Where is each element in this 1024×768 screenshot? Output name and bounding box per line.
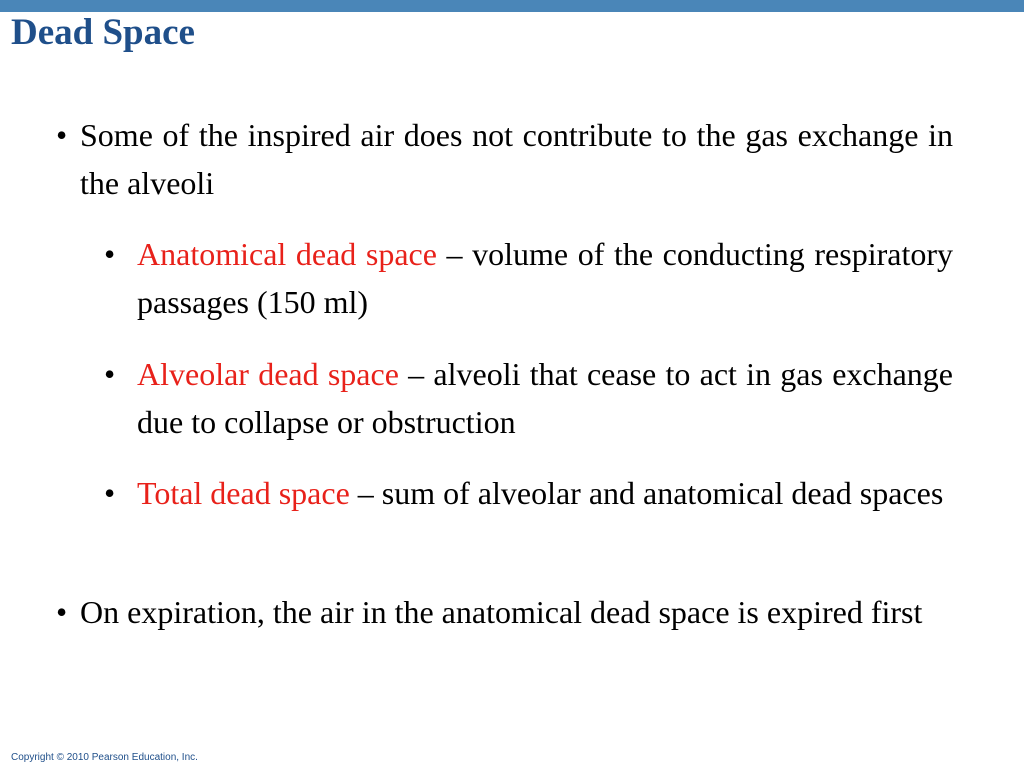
bullet-marker: • xyxy=(104,475,116,511)
bullet-marker: • xyxy=(56,117,68,153)
bullet-marker: • xyxy=(56,594,68,630)
bullet-marker: • xyxy=(104,356,116,392)
bullet-item xyxy=(56,111,953,207)
bullet-term: Total dead space xyxy=(137,475,350,511)
bullet-body: – sum of alveolar and anatomical dead spaces xyxy=(349,475,944,511)
copyright-footer: Copyright © 2010 Pearson Education, Inc. xyxy=(11,752,198,763)
slide-title: Dead Space xyxy=(11,12,195,53)
sub-bullet-item xyxy=(104,469,953,517)
bullet-body: – alveoli that cease to act in gas exchange due to collapse or obstruction xyxy=(137,356,954,440)
bullet-body: Some of the inspired air does not contribute to the gas exchange in the alveoli xyxy=(80,117,953,201)
bullet-marker: • xyxy=(104,236,116,272)
bullet-text xyxy=(80,588,953,636)
bullet-term: Alveolar dead space xyxy=(137,356,399,392)
bullet-text xyxy=(80,111,953,207)
sub-bullet-item xyxy=(104,230,954,326)
bullet-item xyxy=(56,588,953,636)
bullet-body: – volume of the conducting respiratory passages (150 ml) xyxy=(137,236,954,320)
sub-bullet-item xyxy=(104,350,954,446)
bullet-term: Anatomical dead space xyxy=(137,236,437,272)
bullet-text xyxy=(137,230,953,326)
bullet-body: On expiration, the air in the anatomical dead space is expired first xyxy=(80,594,923,630)
bullet-text xyxy=(137,469,953,517)
bullet-text xyxy=(137,350,953,446)
